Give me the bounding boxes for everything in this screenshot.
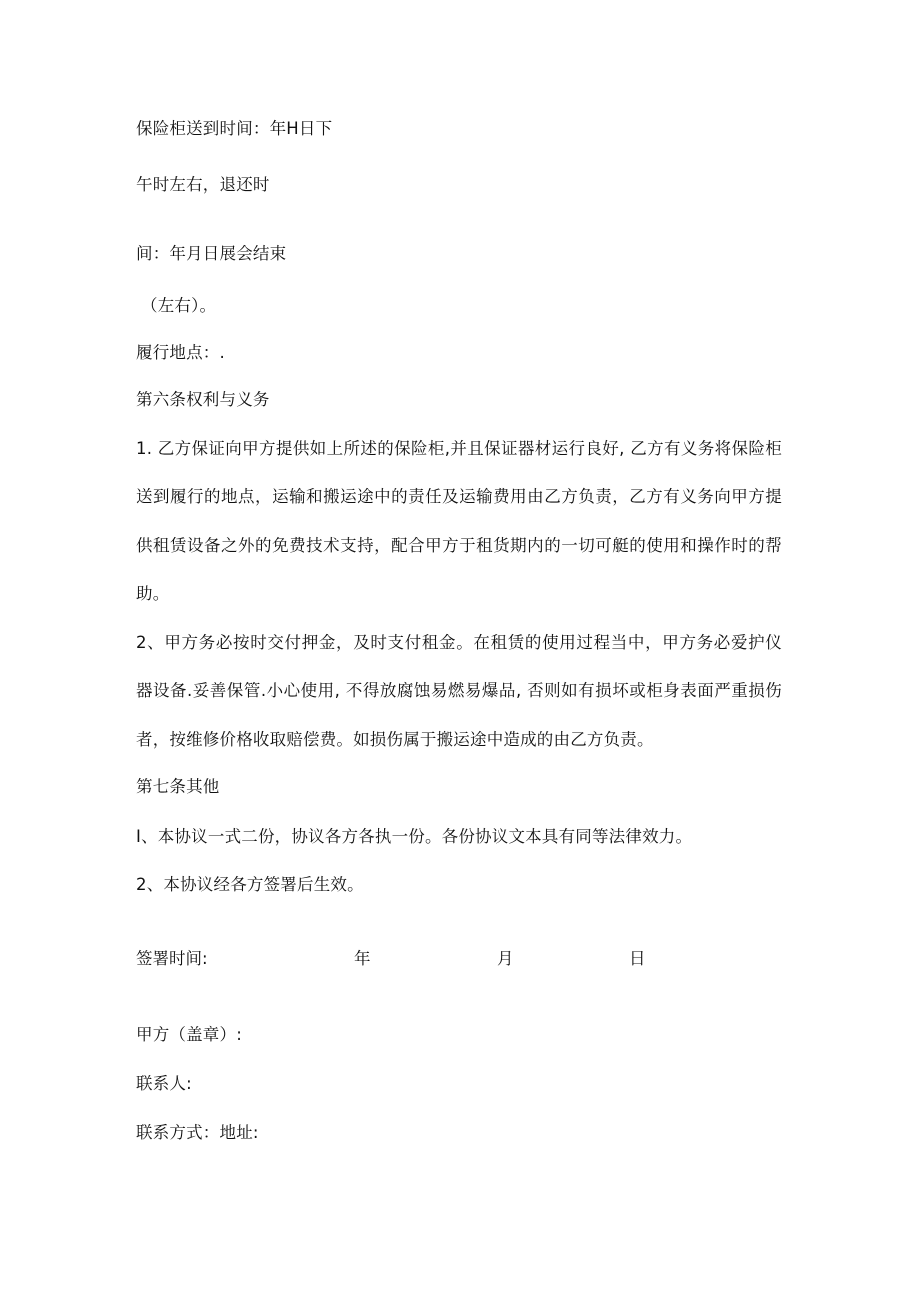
article-6-item-2-line-2: 器设备.妥善保管.小心使用, 不得放腐蚀易燃易爆品, 否则如有损坏或柜身表面严重损伤 — [136, 681, 782, 700]
signature-date-label: 签署时间: — [136, 949, 208, 968]
article-6-title: 第六条权利与义务 — [136, 390, 270, 409]
article-7-title: 第七条其他 — [136, 777, 220, 796]
article-6-item-1-line-4: 助。 — [136, 584, 170, 603]
return-time-line: 间：年月日展会结束 — [136, 244, 287, 263]
performance-place: 履行地点：. — [136, 343, 225, 362]
article-6-item-1-line-1: 1. 乙方保证向甲方提供如上所述的保险柜,并且保证器材运行良好, 乙方有义务将保险柜 — [136, 439, 782, 458]
party-a-seal-label: 甲方（盖章）: — [136, 1025, 242, 1044]
article-6-item-1-line-3: 供租赁设备之外的免费技术支持，配合甲方于租货期内的一切可艇的使用和操作时的帮 — [136, 536, 782, 555]
delivery-time-line-2: 午时左右，退还时 — [136, 175, 270, 194]
article-7-item-2: 2、本协议经各方签署后生效。 — [136, 875, 364, 894]
signature-date-row — [0, 948, 920, 970]
contact-info-label: 联系方式：地址: — [136, 1123, 259, 1142]
delivery-time-line-1: 保险柜送到时间：年H日下 — [136, 119, 333, 138]
article-6-item-1-line-2: 送到履行的地点，运输和搬运途中的责任及运输费用由乙方负责，乙方有义务向甲方提 — [136, 487, 782, 506]
signature-year-label: 年 — [354, 949, 371, 968]
signature-month-label: 月 — [497, 949, 514, 968]
signature-day-label: 日 — [629, 949, 646, 968]
article-7-item-1: I、本协议一式二份，协议各方各执一份。各份协议文本具有同等法律效力。 — [136, 827, 693, 846]
article-6-item-2-line-1: 2、甲方务必按时交付押金，及时支付租金。在租赁的使用过程当中，甲方务必爱护仪 — [136, 633, 782, 652]
article-6-item-2-line-3: 者，按维修价格收取赔偿费。如损伤属于搬运途中造成的由乙方负责。 — [136, 730, 654, 749]
return-time-note: （左右）。 — [141, 296, 217, 315]
contact-person-label: 联系人: — [136, 1074, 192, 1093]
